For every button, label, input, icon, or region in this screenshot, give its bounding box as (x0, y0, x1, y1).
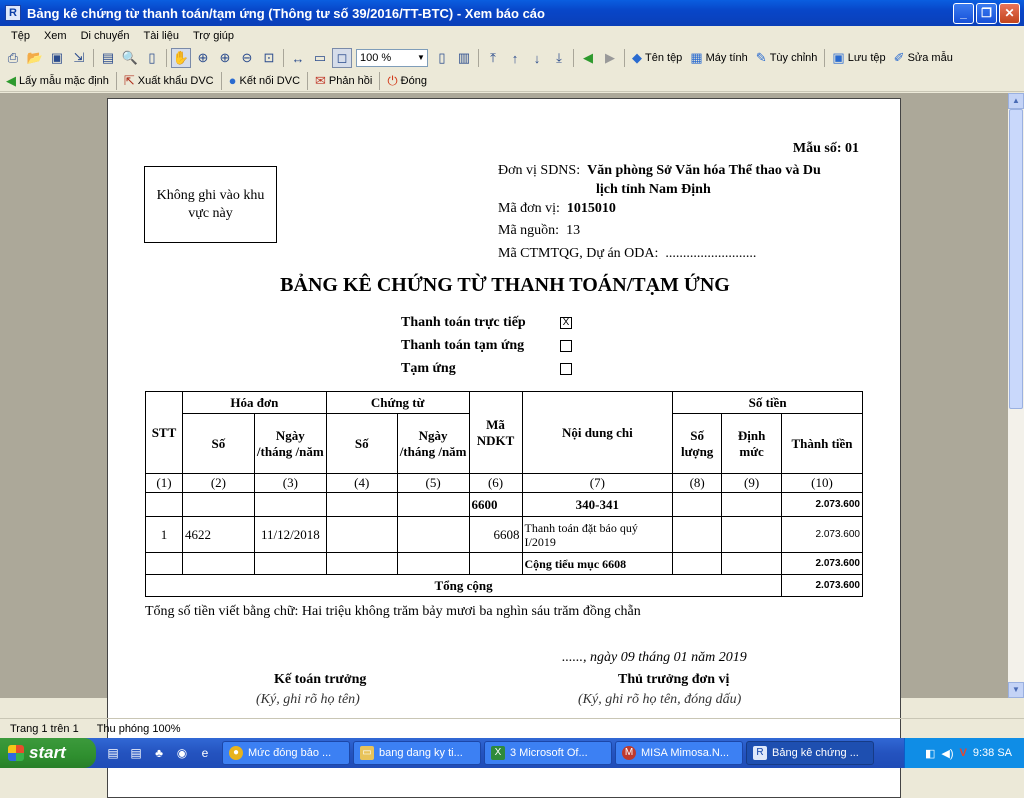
chevron-down-icon: ▼ (417, 53, 425, 62)
actual-size-icon[interactable]: ◻ (332, 48, 352, 68)
group-ndkt: 6600 (469, 493, 522, 517)
windows-logo-icon (8, 745, 24, 761)
header-so-ct: Số (326, 414, 397, 474)
voucher-table (145, 391, 863, 597)
title-bar (0, 0, 1024, 26)
form-number: Mẫu số: 01 (792, 141, 859, 156)
xuat-khau-button[interactable]: ⇱ Xuất khẩu DVC (123, 72, 214, 88)
header-ma-ndkt: Mã NDKT (469, 392, 522, 474)
reserved-box: Không ghi vào khu vực này (144, 166, 277, 243)
clock[interactable]: 9:38 SA (972, 747, 1012, 759)
col-index: (3) (254, 474, 326, 493)
header-ngay-ct: Ngày /tháng /năm (397, 414, 469, 474)
col-index: (5) (397, 474, 469, 493)
globe-icon: ● (228, 73, 237, 88)
misa-icon: M (622, 746, 636, 760)
first-page-icon[interactable]: ⤒ (490, 50, 496, 65)
menu-tro-giup[interactable]: Trợ giúp (192, 30, 235, 42)
prev-page-icon[interactable]: ↑ (511, 50, 519, 66)
save-file-icon: ▣ (832, 50, 845, 65)
unit-head-note: (Ký, ghi rõ họ tên, đóng dấu) (578, 692, 742, 707)
row-so-hd: 4622 (182, 517, 254, 553)
sua-mau-button[interactable]: ✐ Sửa mẫu (893, 50, 953, 65)
ma-don-vi-line: Mã đơn vị: 1015010 (498, 201, 616, 216)
task-chrome[interactable]: ● Mức đóng bảo ... (222, 741, 350, 765)
menu-xem[interactable]: Xem (43, 30, 67, 42)
col-index: (2) (182, 474, 254, 493)
header-so-hd: Số (182, 414, 254, 474)
row-stt: 1 (146, 517, 183, 553)
header-so-tien: Số tiền (673, 392, 863, 414)
unit-head-label: Thủ trưởng đơn vị (618, 672, 730, 687)
luu-tep-button[interactable]: ▣ Lưu tệp (832, 50, 886, 65)
app-icon[interactable]: ♣ (155, 746, 163, 760)
excel-icon: X (491, 746, 505, 760)
header-so-luong: Số lượng (673, 414, 722, 474)
zoom-select[interactable]: 100 % ▼ (356, 49, 428, 67)
total-row (146, 575, 863, 597)
scroll-down-icon[interactable]: ▼ (1008, 682, 1024, 698)
header-hoa-don: Hóa đơn (182, 392, 326, 414)
next-page-icon[interactable]: ↓ (533, 50, 541, 66)
header-thanh-tien: Thành tiền (782, 414, 863, 474)
print-icon[interactable]: ⎙ (7, 50, 19, 65)
multi-page-icon[interactable]: ▥ (457, 50, 471, 65)
chrome-icon: ● (229, 746, 243, 760)
row-thanhtien: 2.073.600 (782, 517, 863, 553)
ma-ctmt-line: Mã CTMTQG, Dự án ODA: .......................... (498, 246, 757, 261)
option-thanh-toan-truc-tiep: Thanh toán trực tiếp (401, 315, 526, 330)
hand-tool-icon[interactable]: ✋ (171, 48, 191, 68)
chief-accountant-note: (Ký, ghi rõ họ tên) (256, 692, 360, 707)
main-toolbar (0, 46, 1024, 70)
back-icon[interactable]: ◀ (583, 50, 593, 65)
menu-di-chuyen[interactable]: Di chuyển (80, 30, 130, 42)
customize-icon: ✎ (755, 50, 767, 65)
fit-width-icon[interactable]: ↔ (291, 50, 305, 66)
taskbar (0, 738, 1024, 768)
report-icon: R (753, 746, 767, 760)
app-icon: R (5, 5, 21, 21)
edit-template-icon: ✐ (893, 50, 905, 65)
task-misa[interactable]: M MISA Mimosa.N... (615, 741, 743, 765)
task-report[interactable]: R Bảng kê chứng ... (746, 741, 874, 765)
power-icon: ⏻ (387, 72, 398, 88)
header-noi-dung: Nội dung chi (522, 392, 673, 474)
checkbox-truc-tiep: X (560, 317, 572, 329)
status-bar (0, 718, 1024, 738)
report-page (107, 98, 901, 798)
total-amount: 2.073.600 (782, 575, 863, 597)
zoom-in-icon[interactable]: ⊕ (219, 50, 231, 65)
maximize-button[interactable]: ❐ (976, 3, 997, 24)
col-index: (6) (469, 474, 522, 493)
table-row (146, 517, 863, 553)
don-vi-line: Đơn vị SDNS: Văn phòng Sở Văn hóa Thể thao và Du (498, 163, 821, 178)
report-title: BẢNG KÊ CHỨNG TỪ THANH TOÁN/TẠM ỨNG (280, 274, 730, 296)
checkbox-tam-ung (560, 363, 572, 375)
header-ngay-hd: Ngày /tháng /năm (254, 414, 326, 474)
task-office[interactable]: X 3 Microsoft Of... (484, 741, 612, 765)
window-title: Bảng kê chứng từ thanh toán/tạm ứng (Thông tư số 39/2016/TT-BTC) - Xem báo cáo (27, 5, 545, 21)
sum-in-words: Tổng số tiền viết bằng chữ: Hai triệu không trăm bảy mươi ba nghìn sáu trăm đồng chẵn (145, 604, 641, 619)
row-ngay-hd: 11/12/2018 (254, 517, 326, 553)
secondary-toolbar (0, 70, 1024, 92)
zoom-tool-icon[interactable]: ⊕ (197, 50, 209, 65)
may-tinh-button[interactable]: ▦ Máy tính (690, 50, 748, 65)
open-folder-icon[interactable]: 📂 (26, 50, 44, 65)
ket-noi-button[interactable]: ● Kết nối DVC (228, 73, 301, 88)
back-arrow-icon: ◀ (6, 72, 16, 88)
computer-icon: ▦ (690, 50, 703, 65)
volume-icon[interactable]: ◀) (941, 747, 954, 760)
zoom-out-icon[interactable]: ⊖ (241, 50, 253, 65)
menu-tai-lieu[interactable]: Tài liệu (143, 30, 179, 42)
group-thanhtien: 2.073.600 (782, 493, 863, 517)
start-button[interactable]: start (0, 738, 96, 768)
don-vi-line-2: lịch tỉnh Nam Định (596, 182, 711, 197)
last-page-icon[interactable]: ⤓ (556, 50, 562, 65)
subtotal-row (146, 553, 863, 575)
ma-nguon-line: Mã nguồn: 13 (498, 223, 581, 238)
vertical-scrollbar[interactable] (1008, 93, 1024, 698)
scroll-up-icon[interactable]: ▲ (1008, 93, 1024, 109)
menu-bar (0, 26, 1024, 46)
network-icon[interactable]: ◧ (924, 747, 936, 760)
close-button[interactable]: ✕ (999, 3, 1020, 24)
row-noidung: Thanh toán đặt báo quý I/2019 (522, 517, 673, 553)
col-index: (10) (782, 474, 863, 493)
phan-hoi-button[interactable]: ✉ Phản hồi (315, 72, 373, 88)
menu-tep[interactable]: Tệp (11, 30, 30, 42)
option-thanh-toan-tam-ung: Thanh toán tạm ứng (401, 338, 525, 353)
task-folder[interactable]: ▭ bang dang ky ti... (353, 741, 481, 765)
dong-button[interactable]: ⏻ Đóng (387, 72, 427, 88)
header-dinh-muc: Định mức (722, 414, 782, 474)
find-icon[interactable]: 🔍 (121, 50, 139, 65)
feedback-icon: ✉ (315, 72, 326, 88)
firefox-icon[interactable]: ◉ (176, 746, 188, 760)
lay-mau-button[interactable]: ◀ Lấy mẫu mặc định (6, 72, 109, 88)
minimize-button[interactable]: _ (953, 3, 974, 24)
col-index: (9) (722, 474, 782, 493)
quick-launch (104, 744, 219, 762)
page-setup-icon[interactable]: ▤ (101, 50, 115, 65)
table-row-group (146, 493, 863, 517)
fit-page-icon[interactable]: ▭ (313, 50, 327, 65)
document-icon[interactable]: ▤ (130, 746, 142, 760)
option-tam-ung: Tạm ứng (401, 361, 456, 376)
single-page-icon[interactable]: ▯ (438, 50, 446, 65)
forward-icon[interactable]: ▶ (605, 50, 615, 65)
report-viewer (0, 93, 1008, 707)
document-icon[interactable]: ▤ (107, 746, 119, 760)
page-indicator[interactable]: Trang 1 trên 1 (10, 722, 79, 735)
ie-icon[interactable]: e (201, 746, 209, 760)
preview-icon[interactable]: ▯ (148, 50, 156, 65)
scroll-thumb[interactable] (1009, 109, 1023, 409)
col-index: (1) (146, 474, 183, 493)
export-dvc-icon: ⇱ (123, 72, 135, 88)
diamond-icon: ◆ (632, 50, 642, 65)
header-stt: STT (146, 392, 183, 474)
col-index: (7) (522, 474, 673, 493)
group-noidung: 340-341 (522, 493, 673, 517)
col-index: (4) (326, 474, 397, 493)
zoom-region-icon[interactable]: ⊡ (263, 50, 275, 65)
folder-icon: ▭ (360, 746, 374, 760)
col-index: (8) (673, 474, 722, 493)
checkbox-tam-ung-tt (560, 340, 572, 352)
header-chung-tu: Chứng từ (326, 392, 469, 414)
subtotal-label: Cộng tiểu mục 6608 (522, 553, 673, 575)
antivirus-icon[interactable]: V (959, 747, 967, 759)
ten-tep-button[interactable]: ◆ Tên tệp (632, 50, 683, 65)
date-line: ......, ngày 09 tháng 01 năm 2019 (562, 650, 747, 665)
total-label: Tổng cộng (146, 575, 782, 597)
save-icon[interactable]: ▣ (50, 50, 64, 65)
subtotal-amount: 2.073.600 (782, 553, 863, 575)
chief-accountant-label: Kế toán trưởng (274, 672, 367, 687)
system-tray (904, 738, 1024, 768)
zoom-indicator: Thu phóng 100% (96, 722, 181, 735)
row-ndkt: 6608 (469, 517, 522, 553)
tuy-chinh-button[interactable]: ✎ Tùy chỉnh (755, 50, 818, 65)
export-icon[interactable]: ⇲ (73, 50, 85, 65)
